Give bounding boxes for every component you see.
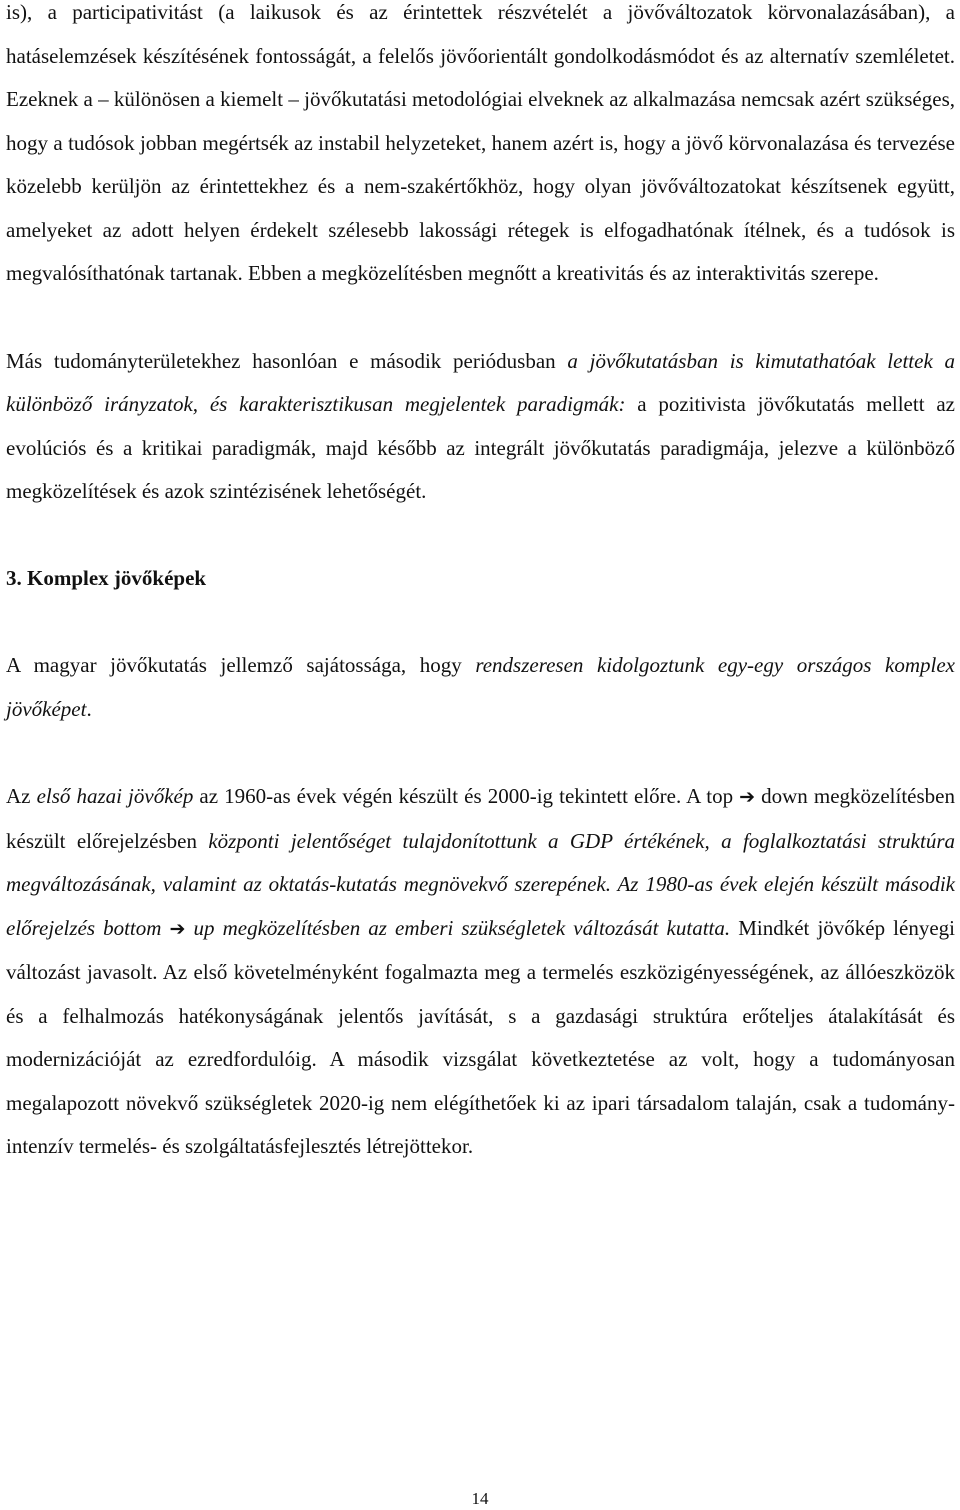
paragraph-text: . — [86, 696, 92, 721]
paragraph-emphasis: központi jelentőséget tulajdonítottunk a GDP értékének, a foglalkoztatási struktúra megváltozásának, valamint az oktatás-kutatás megnövekvő szerepének. Az 1980-as évek elején készült második előrejelzés bottom — [6, 828, 955, 940]
paragraph-text: is), a participativitást (a laikusok és az érintettek részvételét a jövőváltozatok körvonalazásában), a hatáselemzések készítésének fontosságát, a felelős jövőorientált gondolkodásmódot és az alternatív szemléletet. Ezeknek a – különösen a kiemelt – jövőkutatási metodológiai elveknek az alkalmazása nemcsak azért szükséges, hogy a tudósok jobban megértsék az instabil helyzeteket, hanem azért is, hogy a jövő körvonalazása és tervezése közelebb kerüljön az érintettekhez és a nem-szakértőkhöz, hogy olyan jövőváltozatokat készítsenek együtt, amelyeket az adott helyen érdekelt szélesebb lakossági rétegek is elfogadhatónak ítélnek, és a tudósok is megvalósíthatónak tartanak. Ebben a megközelítésben megnőtt a kreativitás és az interaktivitás szerepe. — [6, 0, 955, 285]
right-arrow-icon: ➔ — [739, 786, 756, 808]
page-number: 14 — [471, 1489, 489, 1508]
paragraph-hungarian-futures — [6, 644, 955, 731]
paragraph-continuation — [6, 0, 955, 296]
paragraph-emphasis: rendszeresen kidolgoztunk egy-egy országos komplex jövőképet — [6, 653, 955, 721]
paragraph-text: down megközelítésben készült előrejelzésben — [6, 784, 955, 853]
document-page — [6, 0, 955, 1169]
paragraph-text: a pozitivista jövőkutatás mellett az evolúciós és a kritikai paradigmák, majd később az integrált jövőkutatás paradigmája, jelezve a különböző megközelítések és azok szintézisének lehetőségét. — [6, 392, 955, 503]
paragraph-emphasis: első hazai jövőkép — [36, 784, 194, 808]
paragraph-first-vision — [6, 775, 955, 1169]
paragraph-text: A magyar jövőkutatás jellemző sajátossága, hogy — [6, 653, 476, 677]
paragraph-emphasis: up megközelítésben az emberi szükségletek változását kutatta. — [185, 915, 731, 940]
paragraph-text: Az — [6, 784, 37, 808]
paragraph-text: az 1960-as évek végén készült és 2000-ig tekintett előre. A top — [193, 784, 740, 808]
section-heading: 3. Komplex jövőképek — [6, 565, 207, 590]
right-arrow-icon: ➔ — [169, 917, 186, 940]
paragraph-paradigms — [6, 340, 955, 514]
paragraph-emphasis: a jövőkutatásban is kimutathatóak lettek a különböző irányzatok, és karakterisztikusan megjelentek paradigmák: — [6, 348, 956, 416]
paragraph-text: Más tudományterületekhez hasonlóan e második periódusban — [6, 348, 568, 373]
paragraph-text: Mindkét jövőkép lényegi változást javasolt. Az első követelményként fogalmazta meg a termelés eszközigényességének, az állóeszközök és a felhalmozás hatékonyságának jelentős javítását, s a gazdasági struktúra erőteljes átalakítását és modernizációját az ezredfordulóig. A második vizsgálat következtetése az volt, hogy a tudományosan megalapozott növekvő szükségletek 2020-ig nem elégíthetőek ki az ipari társadalom talaján, csak a tudomány-intenzív termelés- és szolgáltatásfejlesztés létrejöttekor. — [6, 915, 955, 1158]
